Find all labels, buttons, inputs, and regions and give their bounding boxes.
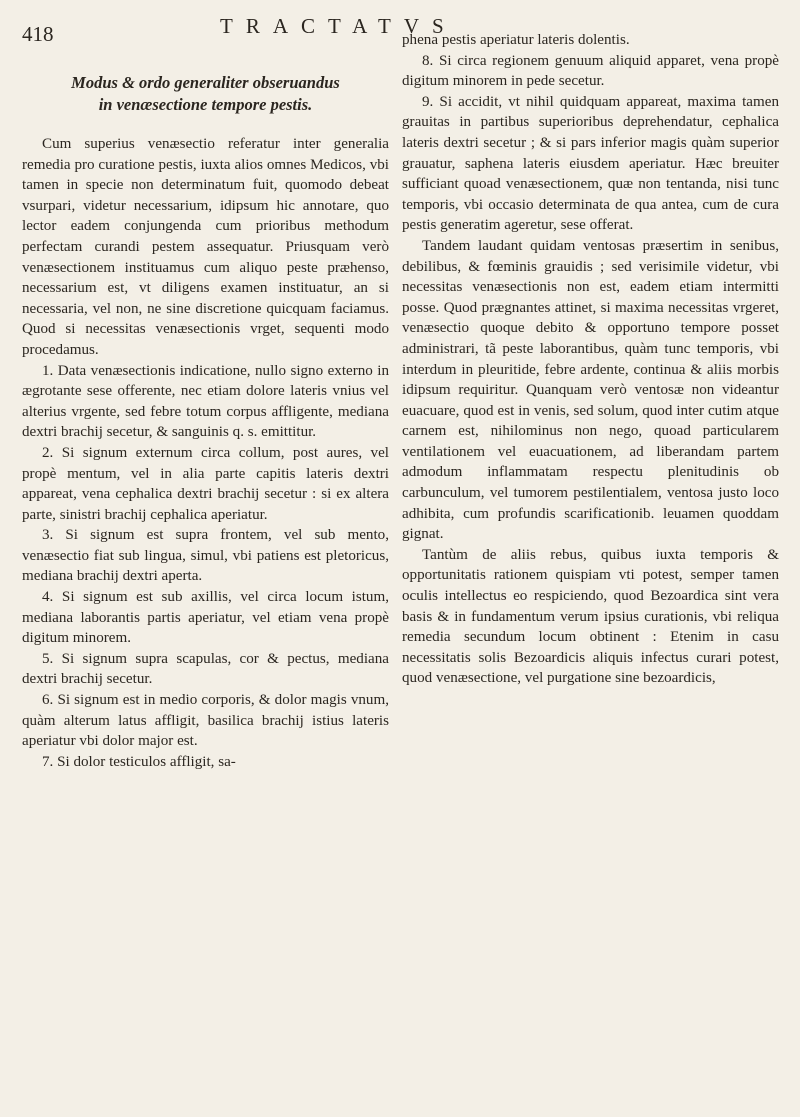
page-number: 418 [22,22,54,46]
section-title-line-1: Modus & ordo generaliter obseruandus [71,73,340,92]
right-column [402,30,779,689]
paragraph-rule-9: 9. Si accidit, vt nihil quidquam appareat, maxima tamen grauitas in partibus superioribus deprehendatur, cephalica lateris dextri secetur ; & si pars inferior magis quàm superior grauatur, saphena lateris eiusdem aperiatur. Hæc breuiter sufficiant quoad venæsectionem, quæ non tentanda, nisi tunc temporis, vbi occasio determinata de qua antea, cum de cura pestis generatim ageretur, sese offerat. [402,93,779,234]
section-title-line-2: in venæsectione tempore pestis. [98,95,313,114]
paragraph-rule-8: 8. Si circa regionem genuum aliquid apparet, vena propè digitum minorem in pede secetur. [402,52,779,90]
paragraph-intro: Cum superius venæsectio referatur inter generalia remedia pro curatione pestis, iuxta alios omnes Medicos, vbi tamen in specie non determinatum fuit, quomodo debeat vsurpari, videtur necessarium, idipsum hic annotare, quo lector eadem conjungenda cum prioribus methodum perfectam curandi pestem assequatur. Priusquam verò venæsectionem instituamus cum aliquo peste præhenso, necessarium est, vt diligens examen instituatur, an si necessaria, vel non, ne sine discretione quicquam faciamus. Quod si necessitas venæsectionis vrget, sequenti modo procedamus. [22,136,389,358]
paragraph-rule-7: 7. Si dolor testiculos affligit, sa- [42,753,236,770]
paragraph-rule-1: 1. Data venæsectionis indicatione, nullo signo externo in ægrotante sese offerente, nec etiam dolore lateris vnius vel alterius vrgente, sed febre totum corpus affligente, mediana dextri brachij secetur, & sanguinis q. s. emittitur. [22,362,389,441]
section-title [22,72,389,116]
paragraph-bezoardica: Tantùm de aliis rebus, quibus iuxta temporis & opportunitatis rationem quispiam vti potest, semper tamen oculis intellectus eo respiciendo, quod Bezoardica sint vera basis & in fundamentum verum ipsius curationis, vbi reliqua remedia secundum locum obtinent : Etenim in casu necessitatis solis Bezoardicis aliquis infectus curari potest, quod venæsectione, vel purgatione sine bezoardicis, [402,546,779,687]
paragraph-rule-3: 3. Si signum est supra frontem, vel sub mento, venæsectio fiat sub lingua, simul, vbi patiens est pletoricus, mediana brachij dextri aperta. [22,527,389,585]
left-column [22,72,389,772]
running-title: TRACTATVS [220,14,457,38]
paragraph-rule-4: 4. Si signum est sub axillis, vel circa locum istum, mediana laborantis partis aperiatur, vel etiam vena propè digitum minorem. [22,589,389,647]
paragraph-rule-2: 2. Si signum externum circa collum, post aures, vel propè mentum, vel in alia parte capitis lateris dextri appareat, vena cephalica dextri brachij secetur : si ex altera parte, sinistri brachij cephalica aperiatur. [22,444,389,523]
paragraph-rule-5: 5. Si signum supra scapulas, cor & pectus, mediana dextri brachij secetur. [22,650,389,688]
paragraph-rule-6: 6. Si signum est in medio corporis, & dolor magis vnum, quàm alterum latus affligit, basilica brachij istius lateris aperiatur vbi dolor major est. [22,692,389,750]
paragraph-ventosas: Tandem laudant quidam ventosas præsertim in senibus, debilibus, & fœminis grauidis ; sed verisimile videtur, vbi necessitas venæsectionis non est, eadem etiam intermitti posse. Quod prægnantes attinet, si maxima necessitas vrgeret, venæsectio quoque debito & opportuno tempore posset administrari, tã peste laborantibus, quàm tunc temporis, vbi interdum in pleuritide, febre ardente, continua & aliis morbis idipsum requiritur. Quanquam verò ventosæ non videantur euacuare, quod est in venis, sed solum, quod inter cutim atque carnem est, nihilominus non nego, quoad particularem ventilationem vel euacuationem, ad liberandam partem admodum inflammatam respectu plenitudinis ob carbunculum, vel tumorem pestilentialem, ventosa justo loco adhibita, cum profundis scarificationib. leuamen quoddam gignat. [402,237,779,543]
paragraph-continuation: phena pestis aperiatur lateris dolentis. [402,32,630,48]
